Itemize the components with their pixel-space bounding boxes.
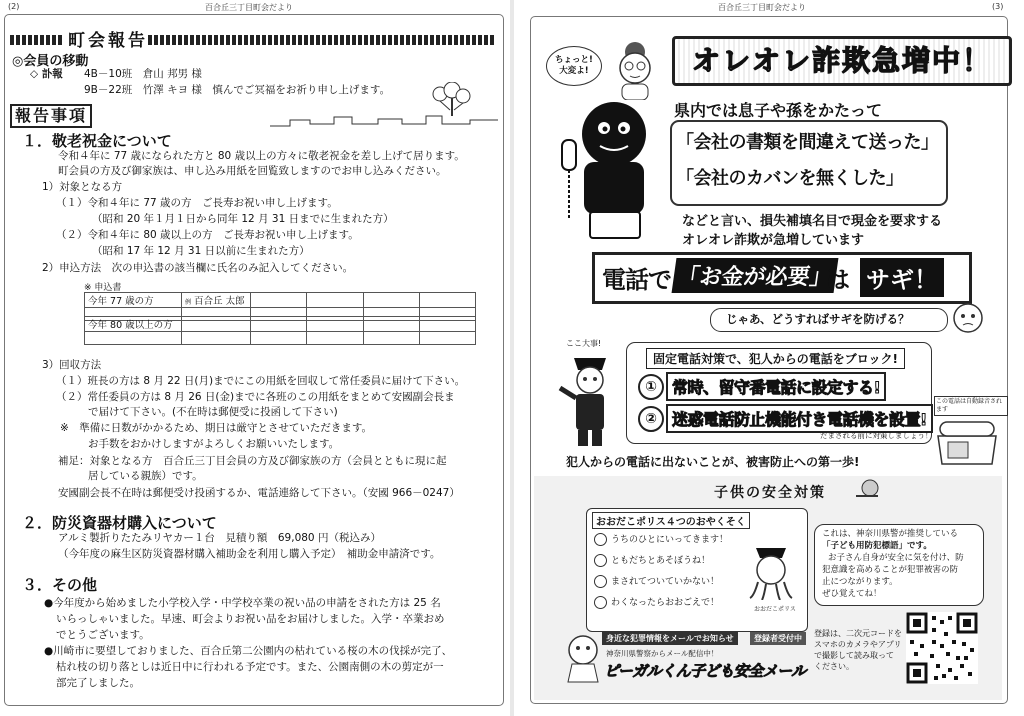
phone-label: この電話は自動録音されます <box>934 396 1008 416</box>
section1-heading: １．敬老祝金について <box>22 132 172 150</box>
report-heading: 報告事項 <box>10 104 92 128</box>
fraud-subtitle: 県内では息子や孫をかたって <box>674 101 883 120</box>
page-number-left: (2) <box>8 2 20 11</box>
registration-badge: 登録者受付中 <box>750 632 806 645</box>
other-item-2-line-3: 部完了しました。 <box>56 677 140 689</box>
promise-3 <box>594 574 719 588</box>
mail-subtitle: 神奈川県警察からメール配信中！ <box>606 649 719 658</box>
target-item-1: （１）令和４年に 77 歳の方 ご長寿お祝い申し上げます。 <box>56 197 338 209</box>
promise-3-text: まされてついていかない！ <box>611 577 720 587</box>
target-item-2: （２）令和４年に 80 歳以上の方 ご長寿お祝い申し上げます。 <box>56 229 359 241</box>
other-item-1-line-1: ●今年度から始めました小学校入学・中学校卒業の祝い品の申請をされた方は 25 名 <box>44 597 441 609</box>
promise-2-text: ともだちとあそぼうね！ <box>611 556 711 566</box>
qr-text-4: ください。 <box>814 662 854 671</box>
kanagawa-note-4: 犯意識を高めることが犯罪被害の防 <box>822 565 959 575</box>
fraud-claim-2: オレオレ詐欺が急増しています <box>682 233 865 248</box>
fraud-quote-1: 「会社の書類を間違えて送った」 <box>676 132 939 153</box>
title-stripe-right <box>148 35 494 45</box>
newsletter-header-right: 百合丘三丁目町会だより <box>718 3 806 12</box>
deadline-note-cont: お手数をおかけしますがよろしくお願いいたします。 <box>88 438 340 450</box>
banner-text-money: 「お金が必要」 <box>672 258 839 293</box>
tip-1: 常時、留守番電話に設定する! <box>666 372 886 401</box>
collect-item-2: （２）常任委員の方は 8 月 26 日(金)までに各班のこの用紙をまとめて安國副会長ま <box>56 391 455 403</box>
octopus-police-icon <box>746 540 796 600</box>
left-page <box>0 0 510 716</box>
promise-2 <box>594 553 710 567</box>
form-cell[interactable] <box>251 293 307 308</box>
obituary-label: ◇ 訃報 <box>30 68 63 80</box>
other-item-1-line-3: でとうございます。 <box>56 629 150 641</box>
qr-code-icon <box>906 612 978 684</box>
tip-number-1: ① <box>638 374 664 400</box>
example-mark: 例 <box>185 299 192 306</box>
section2-line-2: （今年度の麻生区防災資器材購入補助金を利用し購入予定） 補助金申請済です。 <box>58 548 441 560</box>
promise-4 <box>594 595 719 609</box>
block-calls-title: 固定電話対策で、犯人からの電話をブロック! <box>646 348 905 369</box>
important-label: ここ大事! <box>566 339 602 348</box>
form-cell[interactable] <box>363 293 419 308</box>
skyline-decoration <box>270 112 498 128</box>
fraud-quote-2: 「会社のカバンを無くした」 <box>676 168 904 189</box>
application-form-80 <box>84 316 476 345</box>
supplement-line-2: 居している親族）です。 <box>88 470 203 482</box>
form-cell[interactable] <box>363 332 419 345</box>
form-cell[interactable] <box>419 317 475 332</box>
title-stripe-left <box>10 35 62 45</box>
promise-1-text: うちのひとにいってきます！ <box>611 535 729 545</box>
members-heading: ◎会員の移動 <box>12 54 89 69</box>
form-cell[interactable] <box>251 317 307 332</box>
section1-paragraph-2: 町会員の方及び御家族は、申し込み用紙を回覧致しますのでお申し込みください。 <box>58 165 447 177</box>
newsletter-header-left: 百合丘三丁目町会だより <box>205 3 293 12</box>
qr-text-2: スマホのカメラやアプリ <box>814 640 902 649</box>
qr-text-3: で撮影して読み取って <box>814 651 894 660</box>
snail-icon <box>854 478 882 498</box>
example-name: 百合丘 太郎 <box>194 296 245 307</box>
section3-heading: ３．その他 <box>22 576 98 594</box>
tip-number-2: ② <box>638 406 664 432</box>
banner-text-fraud: サギ！ <box>860 258 944 297</box>
section2-line-1: アルミ製折りたたみリヤカー１台 見積り額 69,080 円（税込み） <box>58 532 381 544</box>
collect-item-1: （１）班長の方は 8 月 22 日(月)までにこの用紙を回収して常任委員に届けて下さい。 <box>56 375 466 387</box>
tip-2: 迷惑電話防止機能付き電話機を設置! <box>666 404 933 433</box>
form-cell[interactable] <box>307 293 363 308</box>
form-cell[interactable] <box>419 293 475 308</box>
collect-heading: 3）回収方法 <box>42 359 102 371</box>
banner-text-pre: 電話で <box>602 266 671 294</box>
target-item-1-note: （昭和 20 年１月１日から同年 12 月 31 日までに生まれた方） <box>92 213 394 225</box>
telephone-icon <box>934 416 1000 466</box>
collect-item-2-cont: で届けて下さい。(不在時は郵便受に投函して下さい) <box>88 406 338 418</box>
form-cell[interactable] <box>307 317 363 332</box>
other-item-2-line-1: ●川崎市に要望しておりました、百合丘第二公園内の枯れている桜の木の伐採が完了、 <box>44 645 453 657</box>
police-officer-icon <box>558 348 622 448</box>
mail-tag: 身近な犯罪情報をメールでお知らせ <box>602 632 738 645</box>
promise-title: おおだこポリス４つのおやくそく <box>592 512 750 529</box>
contact-line: 安國副会長不在時は郵便受け投函するか、電話連絡して下さい。（安國 966－0247） <box>58 487 460 499</box>
form-cell[interactable] <box>307 332 363 345</box>
form-row-80-label: 今年 80 歳以上の方 <box>85 317 182 332</box>
other-item-1-line-2: いらっしゃいました。早速、町会よりお祝い品をお届けしました。入学・卒業おめ <box>56 613 445 625</box>
kanagawa-note-3: お子さん自身が安全に気を付け、防 <box>828 553 964 563</box>
first-step-text: 犯人からの電話に出ないことが、被害防止への第一歩! <box>566 455 860 469</box>
child-safety-title: 子供の安全対策 <box>714 485 826 501</box>
target-heading: 1）対象となる方 <box>42 181 123 193</box>
banner-text-wa: は <box>826 266 850 294</box>
mail-service-name: ピーガルくん子ども安全メール <box>604 662 806 680</box>
kanagawa-note-6: ぜひ覚えてね！ <box>822 589 882 599</box>
form-cell[interactable] <box>251 332 307 345</box>
right-page <box>514 0 1024 716</box>
promise-4-text: わくなったらおおごえで！ <box>611 598 720 608</box>
obituary-line-1: 4B－10班 倉山 邦男 様 <box>84 68 202 80</box>
deadline-note: ※ 準備に日数がかかるため、期日は厳守とさせていただきます。 <box>60 422 373 434</box>
page-number-right: (3) <box>992 2 1004 11</box>
fraudster-icon <box>560 100 656 240</box>
mascot-label: おおだこポリス <box>754 606 796 613</box>
supplement-line-1: 補足：対象となる方 百合丘三丁目会員の方及び御家族の方（会員とともに現に起 <box>58 455 447 467</box>
tree-icon <box>428 82 474 116</box>
other-item-2-line-2: 枯れ枝の切り落としは近日中に行われる予定です。また、公園南側の木の剪定が一 <box>56 661 444 673</box>
tip-note: だまされる前に対策しましょう！ <box>820 431 933 440</box>
kanagawa-note-2: 「子ども用防犯標語」です。 <box>822 541 932 551</box>
method-heading: 2）申込方法 次の申込書の該当欄に氏名のみ記入してください。 <box>42 262 354 274</box>
form-cell[interactable] <box>363 317 419 332</box>
fraud-title: オレオレ詐欺急増中！ <box>672 36 1012 86</box>
qr-text-1: 登録は、二次元コードを <box>814 629 902 638</box>
form-cell[interactable] <box>419 332 475 345</box>
question-text: じゃあ、どうすればサギを防げる？ <box>726 312 910 326</box>
kanagawa-note-1: これは、神奈川県警が推奨している <box>822 529 959 539</box>
thinking-man-icon <box>948 298 988 338</box>
speech-bubble: ちょっと! 大変よ! <box>546 46 602 86</box>
section1-paragraph-1: 令和４年に 77 歳になられた方と 80 歳以上の方々に敬老祝金を差し上げて居ります。 <box>58 150 465 162</box>
pigal-mascot-icon <box>558 630 608 684</box>
obituary-line-2: 9B－22班 竹澤 キヨ 様 慎んでご冥福をお祈り申し上げます。 <box>84 84 391 96</box>
kanagawa-note-5: 止につながります。 <box>822 577 898 587</box>
target-item-2-note: （昭和 17 年 12 月 31 日以前に生まれた方） <box>92 245 310 257</box>
page-title: 町会報告 <box>68 31 148 51</box>
promise-1 <box>594 532 728 546</box>
elderly-woman-icon <box>606 38 664 100</box>
section2-heading: ２．防災資器材購入について <box>22 514 217 532</box>
form-row-77-label: 今年 77 歳の方 <box>85 293 182 308</box>
form-label: ※ 申込書 <box>84 283 122 293</box>
fraud-claim-1: などと言い、損失補填名目で現金を要求する <box>682 214 943 229</box>
